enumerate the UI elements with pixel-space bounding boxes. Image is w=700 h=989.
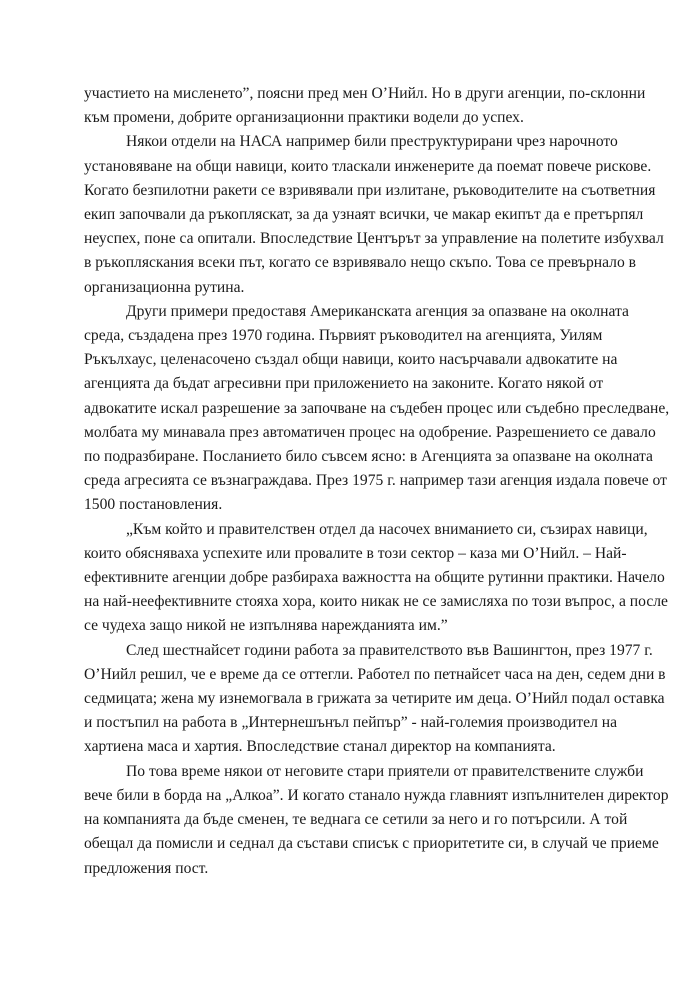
text-line: се чудеха защо никой не изпълнява нарежданията им.” [84,617,448,635]
text-line: О’Нийл решил, че е време да се оттегли. Работел по петнайсет часа на ден, седем дни в [84,665,666,683]
text-line: Други примери предоставя Американската агенция за опазване на околната [126,302,629,320]
text-line: „Към който и правителствен отдел да насочех вниманието си, съзирах навици, [126,520,648,538]
text-line: ефективните агенции добре разбираха важността на общите рутинни практики. Начело [84,569,665,587]
text-line: в ръкопляскания всеки път, когато се взривявало нещо скъпо. Това се превърнало в [84,254,636,272]
text-line: участието на мисленето”, поясни пред мен О’Нийл. Но в други агенции, по-склонни [84,85,646,102]
text-line: агенцията да бъдат агресивни при приложението на законите. Когато някой от [84,375,604,393]
text-line: Когато безпилотни ракети се взривявали при излитане, ръководителите на съответния [84,181,656,199]
text-line: екип започвали да ръкопляскат, за да узнаят всички, че макар екипът да е претърпял [84,206,644,224]
text-line: които обясняваха успехите или провалите в този сектор – каза ми О’Нийл. – Най- [84,544,627,562]
text-line: среда, създадена през 1970 година. Първият ръководител на агенцията, Уилям [84,327,603,345]
paragraph-6 [84,760,669,881]
text-line: предложения пост. [84,859,209,877]
text-line: хартиена маса и хартия. Впоследствие станал директор на компанията. [84,738,556,756]
text-line: организационна рутина. [84,278,245,296]
text-line: Ръкълхаус, целенасочено създал общи навици, които насърчавали адвокатите на [84,351,618,369]
text-line: на компанията да бъде сменен, те веднага се сетили за него и го потърсили. А той [84,811,628,829]
text-line: вече били в борда на „Алкоа”. И когато станало нужда главният изпълнителен директор [84,786,669,804]
document-body [84,82,670,881]
paragraph-5 [84,639,666,760]
text-line: След шестнайсет години работа за правителството във Вашингтон, през 1977 г. [126,641,653,659]
text-line: седмицата; жена му изнемогвала в грижата за четирите им деца. О’Нийл подал оставка [84,690,665,708]
text-line: молбата му минавала през автоматичен процес на одобрение. Разрешението се давало [84,423,656,441]
text-line: адвокатите искал разрешение за започване на съдебен процес или съдебно преследване, [84,399,670,417]
text-line: и постъпил на работа в „Интернешънъл пейпър” - най-големия производител на [84,714,618,732]
text-line: среда агресията се възнаграждава. През 1975 г. например тази агенция издала повече от [84,472,667,490]
text-line: по подразбиране. Посланието било съвсем ясно: в Агенцията за опазване на околната [84,448,653,466]
text-line: обещал да помисли и седнал да състави списък с приоритетите си, в случай че приеме [84,835,659,853]
text-line: По това време някои от неговите стари приятели от правителствените служби [126,762,644,780]
text-line: към промени, добрите организационни практики водели до успех. [84,109,524,127]
text-line: 1500 постановления. [84,496,223,514]
text-line: Някои отдели на НАСА например били преструктурирани чрез нарочното [126,133,618,151]
text-line: неуспех, поне са опитали. Впоследствие Центърът за управление на полетите избухвал [84,230,664,248]
text-line: на най-неефективните стояха хора, които никак не се замисляха по този въпрос, а после [84,593,668,611]
paragraph-3 [84,300,670,518]
paragraph-4 [84,518,668,639]
paragraph-2 [84,130,664,299]
text-line: установяване на общи навици, които тласкали инженерите да поемат повече рискове. [84,157,652,175]
paragraph-1 [84,82,646,130]
